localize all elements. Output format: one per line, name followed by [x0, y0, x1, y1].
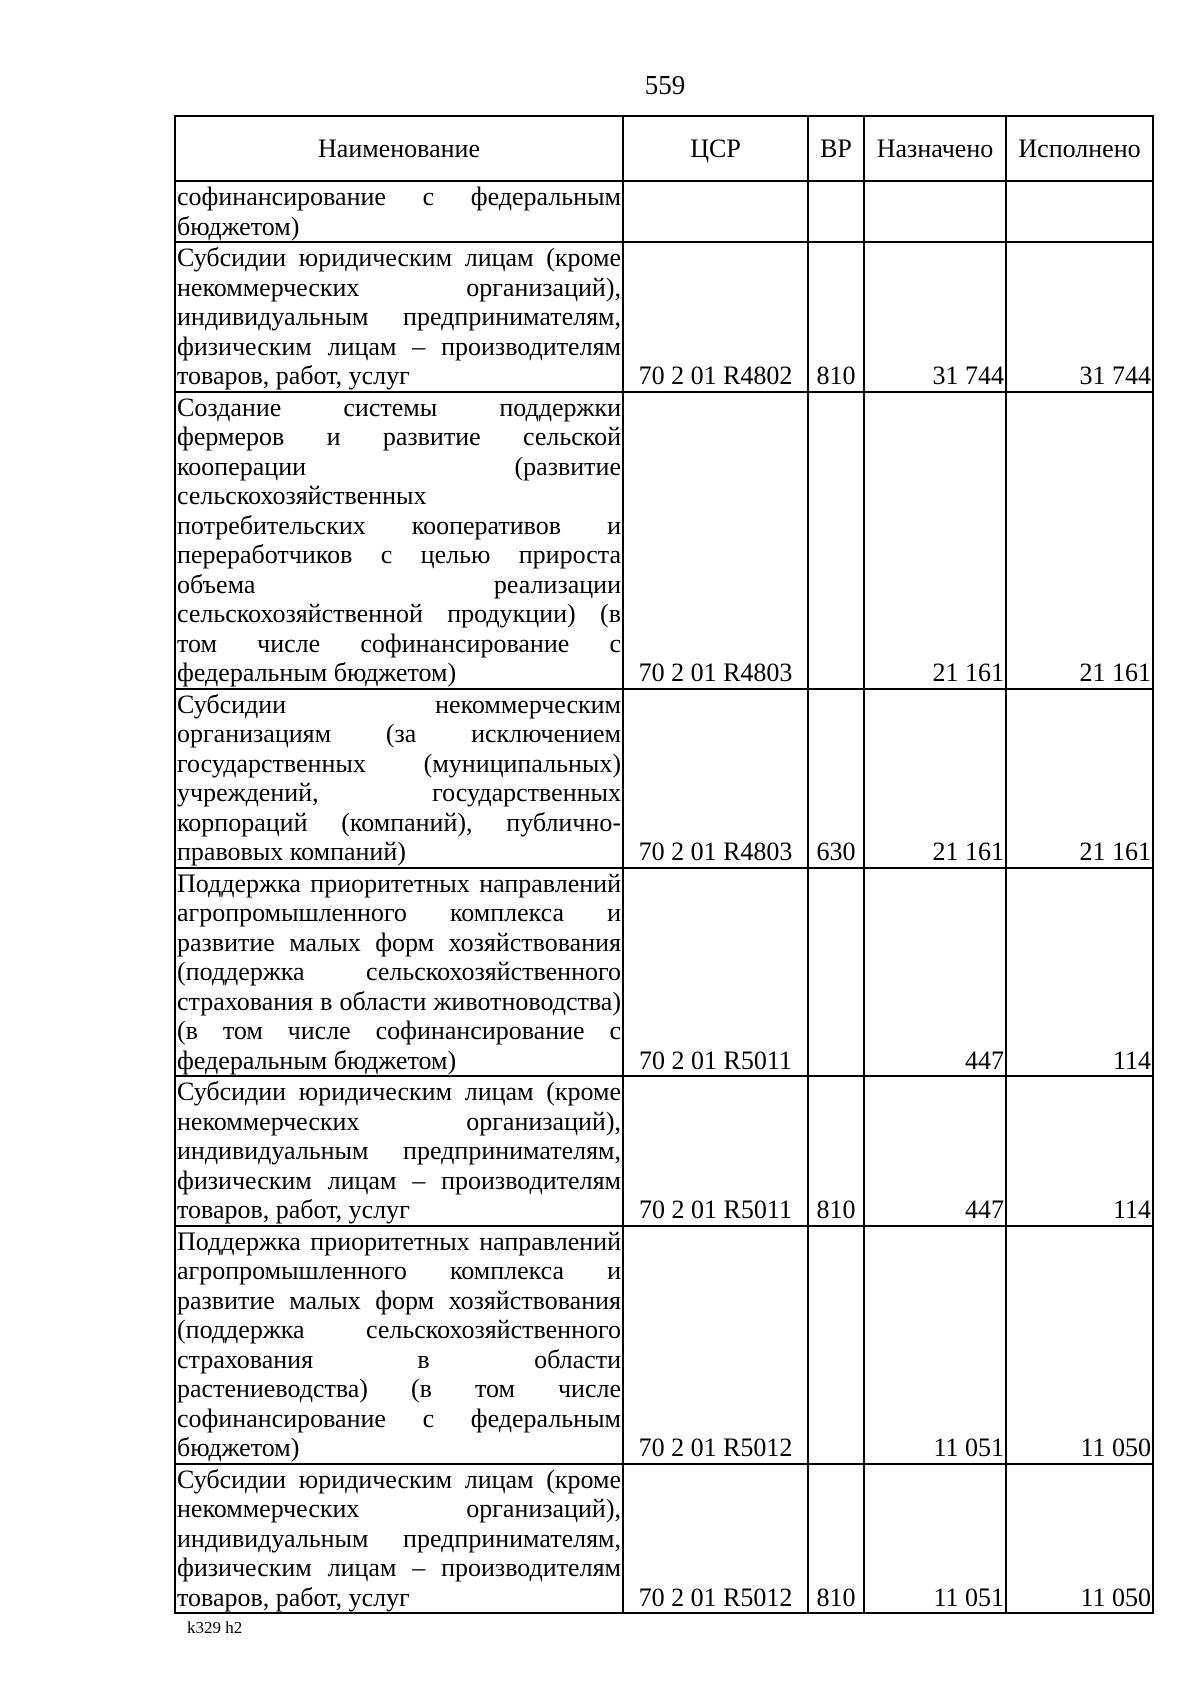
header-executed: Исполнено: [1006, 116, 1153, 181]
cell-planned: 21 161: [864, 689, 1006, 868]
cell-name: Субсидии юридическим лицам (кроме некоммерческих организаций), индивидуальным предпринимателям, физическим лицам – производителям товаров, работ, услуг: [177, 1077, 621, 1224]
cell-planned: [864, 181, 1006, 242]
cell-csr: 70 2 01 R5011: [623, 1076, 808, 1226]
cell-executed: 114: [1006, 1076, 1153, 1226]
footer-code: k329 h2: [187, 1618, 243, 1637]
cell-executed: 114: [1006, 868, 1153, 1077]
table-row: [175, 868, 1153, 1077]
cell-vr: [808, 392, 864, 689]
cell-vr: 810: [808, 242, 864, 392]
cell-planned: 21 161: [864, 392, 1006, 689]
header-planned: Назначено: [864, 116, 1006, 181]
table-row: [175, 181, 1153, 242]
budget-table: [174, 115, 1154, 1614]
cell-csr: 70 2 01 R4803: [623, 392, 808, 689]
cell-csr: [623, 181, 808, 242]
cell-executed: 31 744: [1006, 242, 1153, 392]
table-row: [175, 392, 1153, 689]
cell-name: софинансирование с федеральным бюджетом): [177, 182, 621, 241]
cell-csr: 70 2 01 R4802: [623, 242, 808, 392]
table-row: [175, 1464, 1153, 1614]
cell-vr: 810: [808, 1076, 864, 1226]
cell-csr: 70 2 01 R5012: [623, 1226, 808, 1464]
cell-planned: 11 051: [864, 1464, 1006, 1614]
cell-executed: 21 161: [1006, 392, 1153, 689]
cell-vr: 810: [808, 1464, 864, 1614]
cell-csr: 70 2 01 R5012: [623, 1464, 808, 1614]
cell-name: Субсидии юридическим лицам (кроме некоммерческих организаций), индивидуальным предпринимателям, физическим лицам – производителям товаров, работ, услуг: [177, 243, 621, 390]
cell-name: Субсидии юридическим лицам (кроме некоммерческих организаций), индивидуальным предпринимателям, физическим лицам – производителям товаров, работ, услуг: [177, 1464, 621, 1612]
cell-executed: 21 161: [1006, 689, 1153, 868]
cell-vr: 630: [808, 689, 864, 868]
cell-name: Поддержка приоритетных направлений агропромышленного комплекса и развитие малых форм хозяйствования (поддержка сельскохозяйственного страхования в области растениеводства) (в том числе софинансирование с федеральным бюджетом): [177, 1226, 621, 1462]
header-name: Наименование: [175, 116, 623, 181]
cell-executed: 11 050: [1006, 1226, 1153, 1464]
cell-name: Субсидии некоммерческим организациям (за исключением государственных (муниципальных) учреждений, государственных корпораций (компаний), публично-правовых компаний): [177, 689, 621, 866]
header-csr: ЦСР: [623, 116, 808, 181]
cell-vr: [808, 868, 864, 1077]
cell-planned: 447: [864, 1076, 1006, 1226]
table-row: [175, 242, 1153, 392]
page-number: 559: [644, 70, 686, 100]
cell-vr: [808, 1226, 864, 1464]
cell-executed: [1006, 181, 1153, 242]
cell-planned: 447: [864, 868, 1006, 1077]
cell-name: Поддержка приоритетных направлений агропромышленного комплекса и развитие малых форм хозяйствования (поддержка сельскохозяйственного страхования в области животноводства) (в том числе софинансирование с федеральным бюджетом): [177, 868, 621, 1075]
table-row: [175, 1076, 1153, 1226]
cell-csr: 70 2 01 R5011: [623, 868, 808, 1077]
cell-vr: [808, 181, 864, 242]
table-row: [175, 1226, 1153, 1464]
table-row: [175, 689, 1153, 868]
table-header-row: [175, 116, 1153, 181]
cell-planned: 31 744: [864, 242, 1006, 392]
header-vr: ВР: [808, 116, 864, 181]
cell-planned: 11 051: [864, 1226, 1006, 1464]
cell-csr: 70 2 01 R4803: [623, 689, 808, 868]
cell-name: Создание системы поддержки фермеров и развитие сельской кооперации (развитие сельскохозяйственных потребительских кооперативов и переработчиков с целью прироста объема реализации сельскохозяйственной продукции) (в том числе софинансирование с федеральным бюджетом): [177, 392, 621, 687]
cell-executed: 11 050: [1006, 1464, 1153, 1614]
